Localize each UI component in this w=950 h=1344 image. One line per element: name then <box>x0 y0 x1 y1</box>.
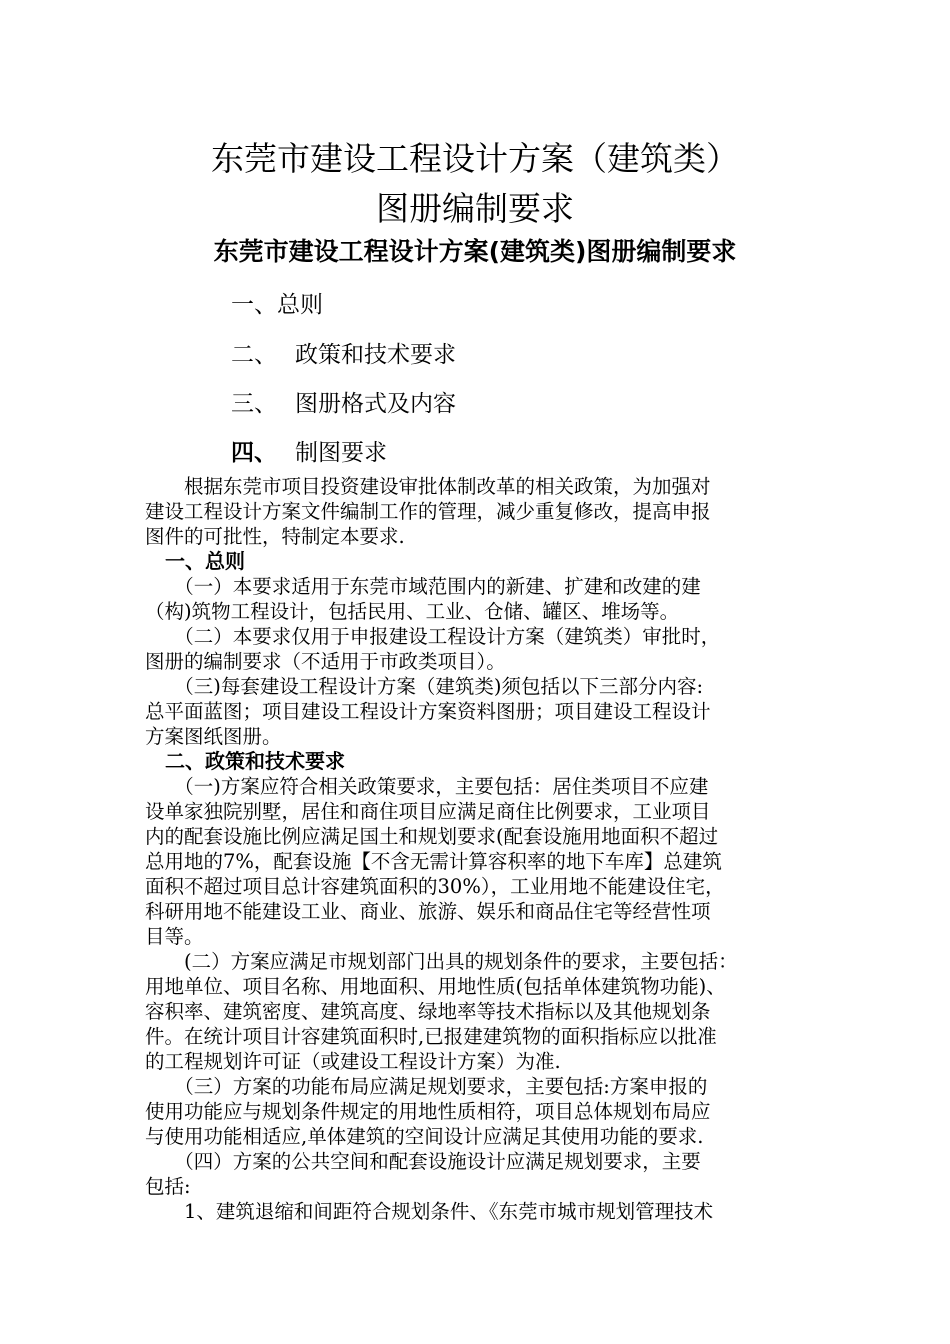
paragraph-line: 根据东莞市项目投资建设审批体制改革的相关政策，为加强对 <box>145 475 711 498</box>
toc-label: 政策和技术要求 <box>295 342 456 368</box>
toc-item-format <box>231 385 456 418</box>
paragraph-line: 容积率、建筑密度、建筑高度、绿地率等技术指标以及其他规划条 <box>145 1000 711 1023</box>
paragraph-line: 内的配套设施比例应满足国土和规划要求(配套设施用地面积不超过 <box>145 825 719 848</box>
paragraph-line: 设单家独院别墅，居住和商住项目应满足商住比例要求，工业项目 <box>145 800 711 823</box>
paragraph-line: 科研用地不能建设工业、商业、旅游、娱乐和商品住宅等经营性项 <box>145 900 711 923</box>
toc-label: 总则 <box>277 292 323 318</box>
paragraph-line: 总用地的7%，配套设施【不含无需计算容积率的地下车库】总建筑 <box>145 850 722 873</box>
document-title-line-1: 东莞市建设工程设计方案（建筑类） <box>211 139 739 178</box>
document-title-line-2: 图册编制要求 <box>376 189 574 228</box>
paragraph-line: （三）方案的功能布局应满足规划要求，主要包括:方案申报的 <box>145 1075 708 1098</box>
section-heading-policy: 二、政策和技术要求 <box>145 749 345 773</box>
paragraph-line: 图件的可批性，特制定本要求. <box>145 525 405 548</box>
paragraph-line: (二）方案应满足市规划部门出具的规划条件的要求，主要包括： <box>145 950 738 973</box>
paragraph-line: 目等。 <box>145 925 204 948</box>
toc-number: 四、 <box>231 439 277 466</box>
paragraph-line: （构)筑物工程设计，包括民用、工业、仓储、罐区、堆场等。 <box>145 600 680 623</box>
document-subtitle: 东莞市建设工程设计方案(建筑类)图册编制要求 <box>213 237 737 266</box>
paragraph-line: 面积不超过项目总计容建筑面积的30%），工业用地不能建设住宅， <box>145 875 725 898</box>
paragraph-line: 1、建筑退缩和间距符合规划条件、《东莞市城市规划管理技术 <box>145 1200 714 1223</box>
section-heading-general: 一、总则 <box>145 549 245 573</box>
paragraph-line: （二）本要求仅用于申报建设工程设计方案（建筑类）审批时， <box>145 625 721 648</box>
paragraph-line: （一)方案应符合相关政策要求，主要包括：居住类项目不应建 <box>145 775 709 798</box>
toc-number: 二、 <box>231 342 277 368</box>
toc-item-general <box>231 286 323 319</box>
paragraph-line: （一）本要求适用于东莞市域范围内的新建、扩建和改建的建 <box>145 575 701 598</box>
paragraph-line: 图册的编制要求（不适用于市政类项目）。 <box>145 650 506 673</box>
toc-number: 三、 <box>231 391 277 417</box>
paragraph-line: 用地单位、项目名称、用地面积、用地性质(包括单体建筑物功能)、 <box>145 975 726 998</box>
paragraph-line: （四）方案的公共空间和配套设施设计应满足规划要求，主要 <box>145 1150 701 1173</box>
toc-number: 一、 <box>231 292 277 318</box>
paragraph-line: （三)每套建设工程设计方案（建筑类)须包括以下三部分内容: <box>145 675 704 698</box>
toc-label: 图册格式及内容 <box>295 391 456 417</box>
paragraph-line: 使用功能应与规划条件规定的用地性质相符，项目总体规划布局应 <box>145 1100 711 1123</box>
paragraph-line: 包括: <box>145 1175 191 1198</box>
toc-item-policy <box>231 336 456 369</box>
body-text <box>145 474 807 1224</box>
paragraph-line: 与使用功能相适应,单体建筑的空间设计应满足其使用功能的要求. <box>145 1125 704 1148</box>
paragraph-line: 建设工程设计方案文件编制工作的管理，减少重复修改，提高申报 <box>145 500 711 523</box>
paragraph-line: 方案图纸图册。 <box>145 725 282 748</box>
paragraph-line: 总平面蓝图；项目建设工程设计方案资料图册；项目建设工程设计 <box>145 700 711 723</box>
toc-item-drawing <box>231 434 387 467</box>
toc-label: 制图要求 <box>295 440 387 466</box>
paragraph-line: 的工程规划许可证（或建设工程设计方案）为准. <box>145 1050 561 1073</box>
paragraph-line: 件。在统计项目计容建筑面积时,已报建建筑物的面积指标应以批准 <box>145 1025 717 1048</box>
